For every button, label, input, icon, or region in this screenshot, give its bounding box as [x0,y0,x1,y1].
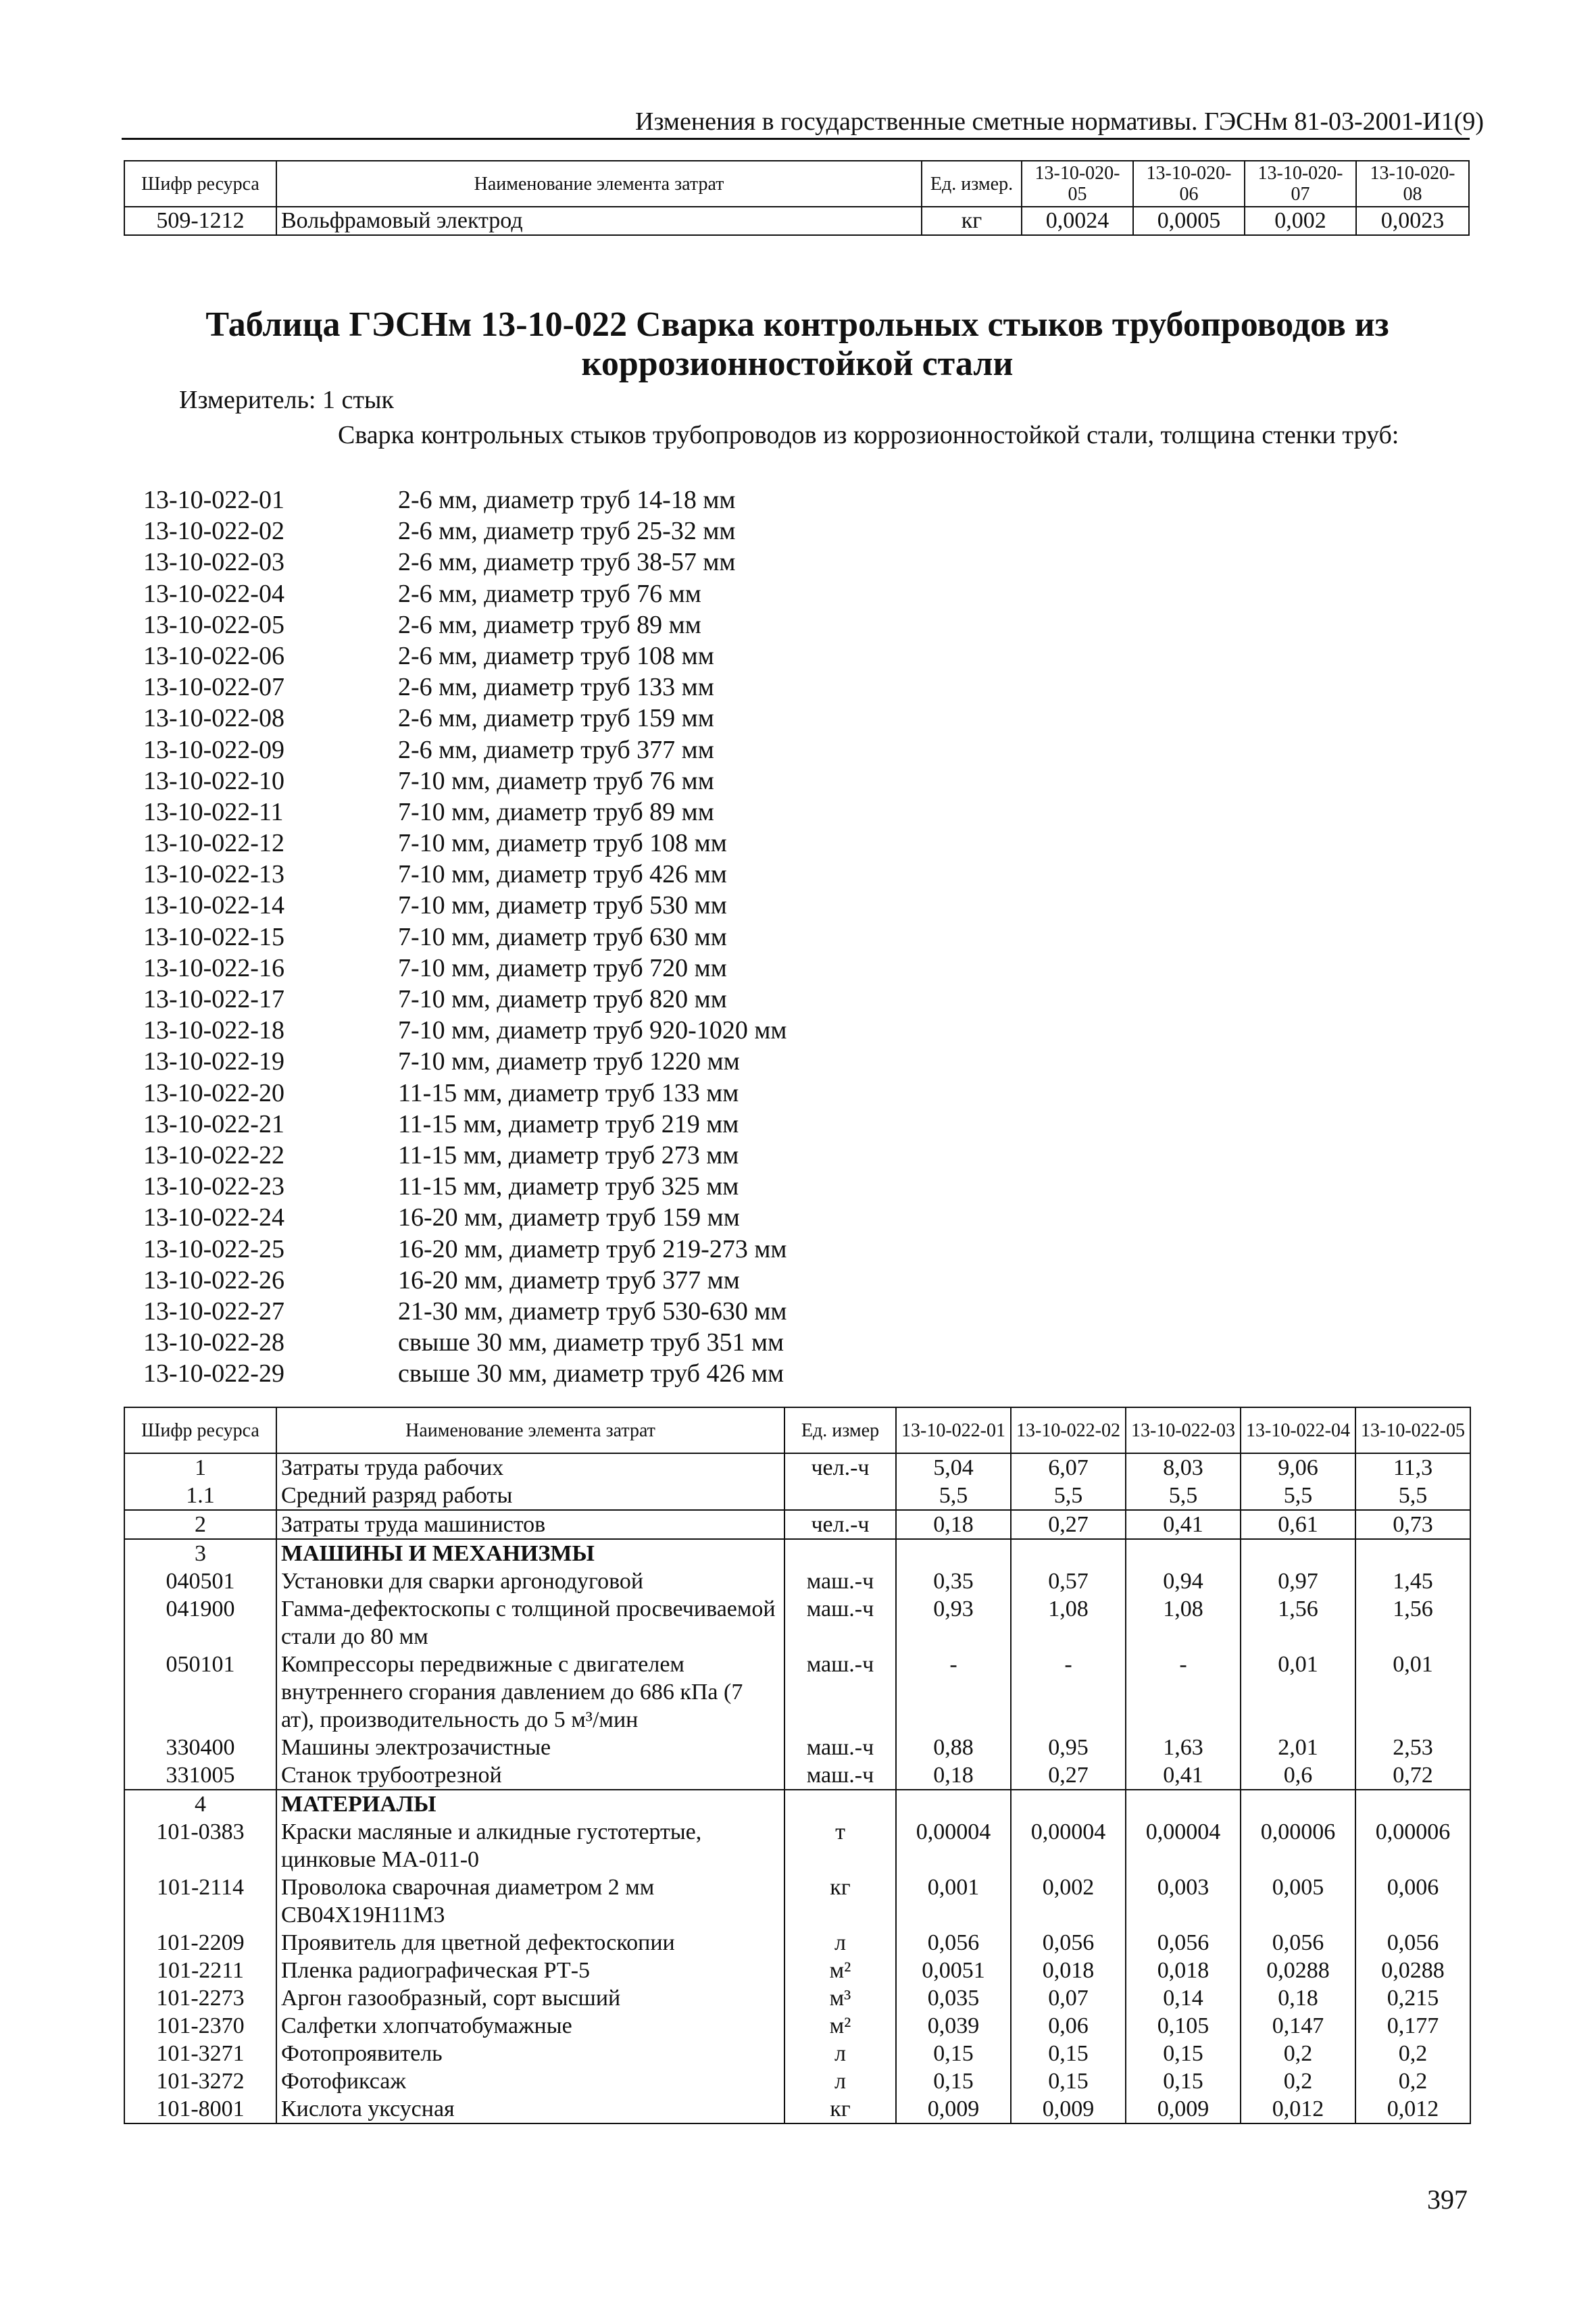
cell-value: - [1126,1651,1241,1734]
top-header-col-05: 13-10-020-05 [1022,161,1133,207]
cell-value: 1,45 [1355,1567,1470,1595]
cell-value [1241,1539,1355,1567]
cell-value: 0,15 [1126,2067,1241,2095]
cell-value: 0,15 [1011,2040,1126,2067]
cell-value: 0,005 [1241,1873,1355,1929]
table-row [124,1453,1470,1482]
main-table-header-row [124,1407,1470,1453]
cell-value [1355,1790,1470,1818]
main-header-name: Наименование элемента затрат [276,1407,784,1453]
cell-value: 0,27 [1011,1761,1126,1790]
variant-code: 13-10-022-19 [143,1047,284,1076]
cell-value: 0,035 [896,1984,1011,2012]
cell-name: Машины электрозачистные [276,1734,784,1761]
variant-code: 13-10-022-10 [143,766,284,795]
cell-name: Краски масляные и алкидные густотертые, цинковые МА-011-0 [276,1818,784,1873]
table-row [124,1761,1470,1790]
table-row [124,1510,1470,1539]
variant-code: 13-10-022-07 [143,673,284,702]
cell-unit: чел.-ч [784,1453,896,1482]
variant-description: 2-6 мм, диаметр труб 159 мм [398,704,714,733]
cell-name: Установки для сварки аргонодуговой [276,1567,784,1595]
cell-value: 0,006 [1355,1873,1470,1929]
table-row [124,1984,1470,2012]
cell-code: 101-3271 [124,2040,276,2067]
cell-unit: м² [784,2012,896,2040]
variant-description: 7-10 мм, диаметр труб 920-1020 мм [398,1016,787,1045]
cell-unit: чел.-ч [784,1510,896,1539]
cell-value: 0,002 [1245,207,1356,235]
variant-code: 13-10-022-06 [143,641,284,670]
table-row [124,1790,1470,1818]
cell-value: 0,00006 [1241,1818,1355,1873]
top-resource-table [124,160,1470,236]
main-header-code: Шифр ресурса [124,1407,276,1453]
cell-value: 0,57 [1011,1567,1126,1595]
cell-value: 1,63 [1126,1734,1241,1761]
cell-value: 0,88 [896,1734,1011,1761]
cell-name: Проволока сварочная диаметром 2 мм СВ04Х19Н11М3 [276,1873,784,1929]
cell-value: 0,002 [1011,1873,1126,1929]
variant-code: 13-10-022-20 [143,1078,284,1107]
table-row [124,1734,1470,1761]
cell-code: 101-2273 [124,1984,276,2012]
cell-unit [784,1790,896,1818]
variant-code: 13-10-022-22 [143,1140,284,1169]
variant-description: 2-6 мм, диаметр труб 89 мм [398,610,701,639]
cell-unit: л [784,2067,896,2095]
cell-name: Средний разряд работы [276,1482,784,1510]
cell-unit: маш.-ч [784,1595,896,1651]
table-row [124,1957,1470,1984]
cell-value: 5,5 [1011,1482,1126,1510]
cell-name: Фотофиксаж [276,2067,784,2095]
cell-value: 0,009 [896,2095,1011,2123]
cell-value: 0,0023 [1356,207,1469,235]
cell-code: 050101 [124,1651,276,1734]
cell-unit: м² [784,1957,896,1984]
table-row [124,2095,1470,2123]
top-header-code: Шифр ресурса [124,161,276,207]
main-header-col-05: 13-10-022-05 [1355,1407,1470,1453]
cell-code: 101-3272 [124,2067,276,2095]
table-row [124,1482,1470,1510]
cell-value [1011,1790,1126,1818]
cell-code: 041900 [124,1595,276,1651]
cell-value: 0,00004 [896,1818,1011,1873]
variant-code: 13-10-022-18 [143,1016,284,1045]
cell-value: 0,009 [1126,2095,1241,2123]
cell-value: 0,18 [896,1761,1011,1790]
table-row [124,1567,1470,1595]
variant-description: 7-10 мм, диаметр труб 530 мм [398,891,727,920]
variant-code: 13-10-022-16 [143,953,284,982]
cell-value: 0,72 [1355,1761,1470,1790]
variant-description: 2-6 мм, диаметр труб 76 мм [398,579,701,608]
cell-value: 0,61 [1241,1510,1355,1539]
cell-value: 2,01 [1241,1734,1355,1761]
top-header-col-07: 13-10-020-07 [1245,161,1356,207]
cell-code: 2 [124,1510,276,1539]
cell-value: 0,18 [1241,1984,1355,2012]
table-row [124,2040,1470,2067]
main-header-col-03: 13-10-022-03 [1126,1407,1241,1453]
cell-value: 0,01 [1355,1651,1470,1734]
variant-description: 7-10 мм, диаметр труб 1220 мм [398,1047,740,1076]
work-description: Сварка контрольных стыков трубопроводов из коррозионностойкой стали, толщина стенки труб: [338,421,1399,449]
cell-value: 0,94 [1126,1567,1241,1595]
variant-code: 13-10-022-17 [143,985,284,1013]
table-title-line1: Таблица ГЭСНм 13-10-022 Сварка контрольных стыков трубопроводов из [205,305,1389,344]
variant-description: 11-15 мм, диаметр труб 325 мм [398,1172,739,1201]
variant-description: 7-10 мм, диаметр труб 426 мм [398,860,727,889]
variant-code: 13-10-022-24 [143,1203,284,1232]
cell-unit: маш.-ч [784,1761,896,1790]
table-row [124,1818,1470,1873]
cell-unit: маш.-ч [784,1567,896,1595]
cell-value: 8,03 [1126,1453,1241,1482]
cell-code: 3 [124,1539,276,1567]
cell-code: 040501 [124,1567,276,1595]
cell-value [896,1790,1011,1818]
cell-code: 101-2114 [124,1873,276,1929]
variant-description: 2-6 мм, диаметр труб 25-32 мм [398,517,736,546]
cell-value: 0,147 [1241,2012,1355,2040]
cell-code: 101-2209 [124,1929,276,1957]
cell-value: 1,08 [1126,1595,1241,1651]
cell-value: 0,00004 [1126,1818,1241,1873]
variant-description: 7-10 мм, диаметр труб 630 мм [398,922,727,951]
variant-code: 13-10-022-14 [143,891,284,920]
cell-name: Затраты труда машинистов [276,1510,784,1539]
variant-description: 21-30 мм, диаметр труб 530-630 мм [398,1297,787,1326]
top-header-col-08: 13-10-020-08 [1356,161,1469,207]
cell-value: 0,00004 [1011,1818,1126,1873]
cell-value: 0,15 [896,2040,1011,2067]
variant-description: 2-6 мм, диаметр труб 38-57 мм [398,548,736,577]
cell-value [1126,1539,1241,1567]
table-title-line2: коррозионностойкой стали [581,345,1014,383]
cell-value: 0,177 [1355,2012,1470,2040]
cell-unit: л [784,1929,896,1957]
cell-value: 0,056 [1126,1929,1241,1957]
cell-code: 509-1212 [124,207,276,235]
cell-value: 6,07 [1011,1453,1126,1482]
cell-name: МАТЕРИАЛЫ [276,1790,784,1818]
cell-value: 0,018 [1126,1957,1241,1984]
table-row [124,1929,1470,1957]
cell-code: 101-2211 [124,1957,276,1984]
cell-value: 5,5 [1241,1482,1355,1510]
cell-value: 0,15 [896,2067,1011,2095]
cell-value: 0,003 [1126,1873,1241,1929]
table-title [122,305,1473,384]
cell-value: - [896,1651,1011,1734]
measure-label: Измеритель: [179,386,316,414]
cell-code: 4 [124,1790,276,1818]
page-number: 397 [1427,2184,1468,2215]
cell-value [896,1539,1011,1567]
cell-value: 0,6 [1241,1761,1355,1790]
table-row [124,1539,1470,1567]
variant-code: 13-10-022-26 [143,1265,284,1294]
cell-value: 0,215 [1355,1984,1470,2012]
cell-unit: маш.-ч [784,1734,896,1761]
cell-value: 0,2 [1241,2067,1355,2095]
cell-name: Аргон газообразный, сорт высший [276,1984,784,2012]
cell-value: 0,056 [1241,1929,1355,1957]
main-header-col-02: 13-10-022-02 [1011,1407,1126,1453]
cell-value: 0,27 [1011,1510,1126,1539]
variant-description: 16-20 мм, диаметр труб 159 мм [398,1203,740,1232]
measure-row [179,385,394,415]
variant-description: свыше 30 мм, диаметр труб 351 мм [398,1328,784,1357]
cell-value: 0,001 [896,1873,1011,1929]
top-header-unit: Ед. измер. [922,161,1022,207]
table-row [124,2067,1470,2095]
cell-value: 5,04 [896,1453,1011,1482]
cell-value [1126,1790,1241,1818]
cell-unit: т [784,1818,896,1873]
cell-value: 0,01 [1241,1651,1355,1734]
cell-value: 5,5 [1355,1482,1470,1510]
variant-description: 16-20 мм, диаметр труб 219-273 мм [398,1234,787,1263]
variant-description: 11-15 мм, диаметр труб 273 мм [398,1140,739,1169]
variant-code: 13-10-022-27 [143,1297,284,1326]
cell-value: 5,5 [896,1482,1011,1510]
cell-unit: кг [922,207,1022,235]
cell-code: 101-0383 [124,1818,276,1873]
header-rule [122,138,1470,140]
cell-value: 1,56 [1355,1595,1470,1651]
variant-description: 7-10 мм, диаметр труб 720 мм [398,953,727,982]
cell-unit [784,1539,896,1567]
variant-code: 13-10-022-03 [143,548,284,577]
cell-value: 0,35 [896,1567,1011,1595]
cell-value: 2,53 [1355,1734,1470,1761]
table-row [124,2012,1470,2040]
cell-unit: кг [784,1873,896,1929]
cell-value: 0,039 [896,2012,1011,2040]
variant-code: 13-10-022-01 [143,486,284,514]
cell-value: 0,41 [1126,1510,1241,1539]
cell-name: Проявитель для цветной дефектоскопии [276,1929,784,1957]
cell-value: 0,2 [1355,2040,1470,2067]
variant-code: 13-10-022-08 [143,704,284,733]
variant-code: 13-10-022-09 [143,735,284,764]
variant-description: свыше 30 мм, диаметр труб 426 мм [398,1359,784,1388]
table-row [124,207,1469,235]
cell-value [1355,1539,1470,1567]
cell-name: Вольфрамовый электрод [276,207,922,235]
cell-value: - [1011,1651,1126,1734]
main-header-col-04: 13-10-022-04 [1241,1407,1355,1453]
variant-description: 11-15 мм, диаметр труб 219 мм [398,1109,739,1138]
cell-value: 0,0005 [1133,207,1245,235]
cell-code: 330400 [124,1734,276,1761]
cell-code: 101-2370 [124,2012,276,2040]
main-header-col-01: 13-10-022-01 [896,1407,1011,1453]
measure-value: 1 стык [322,386,394,414]
variant-code: 13-10-022-04 [143,579,284,608]
cell-value: 0,0051 [896,1957,1011,1984]
cell-code: 101-8001 [124,2095,276,2123]
variant-code: 13-10-022-23 [143,1172,284,1201]
cell-value: 0,0024 [1022,207,1133,235]
cell-value: 0,14 [1126,1984,1241,2012]
cell-value: 0,15 [1126,2040,1241,2067]
cell-value: 0,056 [896,1929,1011,1957]
cell-unit: маш.-ч [784,1651,896,1734]
variant-description: 11-15 мм, диаметр труб 133 мм [398,1078,739,1107]
cell-value: 0,97 [1241,1567,1355,1595]
cell-value: 0,056 [1355,1929,1470,1957]
cell-value: 1,08 [1011,1595,1126,1651]
cell-value: 0,06 [1011,2012,1126,2040]
cell-value: 0,2 [1241,2040,1355,2067]
variant-code: 13-10-022-13 [143,860,284,889]
table-row [124,1873,1470,1929]
cell-value: 0,0288 [1241,1957,1355,1984]
variant-description: 7-10 мм, диаметр труб 108 мм [398,829,727,858]
variant-description: 7-10 мм, диаметр труб 89 мм [398,797,714,826]
cell-value: 0,95 [1011,1734,1126,1761]
cell-unit [784,1482,896,1510]
variant-code: 13-10-022-28 [143,1328,284,1357]
variant-description: 7-10 мм, диаметр труб 76 мм [398,766,714,795]
cell-code: 1.1 [124,1482,276,1510]
cell-value: 0,18 [896,1510,1011,1539]
cell-unit: л [784,2040,896,2067]
variant-description: 7-10 мм, диаметр труб 820 мм [398,985,727,1013]
variant-code: 13-10-022-12 [143,829,284,858]
cell-name: Пленка радиографическая РТ-5 [276,1957,784,1984]
variant-code: 13-10-022-29 [143,1359,284,1388]
cell-value: 0,012 [1355,2095,1470,2123]
cell-value: 1,56 [1241,1595,1355,1651]
cell-value: 5,5 [1126,1482,1241,1510]
running-header: Изменения в государственные сметные нормативы. ГЭСНм 81-03-2001-И1(9) [635,107,1485,136]
variant-description: 16-20 мм, диаметр труб 377 мм [398,1265,740,1294]
cell-value: 0,41 [1126,1761,1241,1790]
cell-value: 9,06 [1241,1453,1355,1482]
variant-code: 13-10-022-05 [143,610,284,639]
cell-value: 0,2 [1355,2067,1470,2095]
variant-description: 2-6 мм, диаметр труб 108 мм [398,641,714,670]
variant-description: 2-6 мм, диаметр труб 377 мм [398,735,714,764]
cell-name: МАШИНЫ И МЕХАНИЗМЫ [276,1539,784,1567]
top-header-name: Наименование элемента затрат [276,161,922,207]
variant-description: 2-6 мм, диаметр труб 133 мм [398,673,714,702]
cell-value: 0,056 [1011,1929,1126,1957]
table-row [124,1651,1470,1734]
cell-name: Компрессоры передвижные с двигателем внутреннего сгорания давлением до 686 кПа (7 ат), производительность до 5 м³/мин [276,1651,784,1734]
cell-unit: м³ [784,1984,896,2012]
variant-code: 13-10-022-02 [143,517,284,546]
cell-code: 1 [124,1453,276,1482]
variant-code: 13-10-022-15 [143,922,284,951]
cell-name: Гамма-дефектоскопы с толщиной просвечиваемой стали до 80 мм [276,1595,784,1651]
cell-value: 0,73 [1355,1510,1470,1539]
cell-value: 0,105 [1126,2012,1241,2040]
cell-value: 0,07 [1011,1984,1126,2012]
cell-value: 0,00006 [1355,1818,1470,1873]
cell-name: Кислота уксусная [276,2095,784,2123]
cell-value: 0,93 [896,1595,1011,1651]
top-table-header-row [124,161,1469,207]
cell-value: 0,15 [1011,2067,1126,2095]
top-header-col-06: 13-10-020-06 [1133,161,1245,207]
cell-value: 0,009 [1011,2095,1126,2123]
main-header-unit: Ед. измер [784,1407,896,1453]
main-cost-table [124,1407,1471,2124]
cell-value [1241,1790,1355,1818]
variant-code: 13-10-022-25 [143,1234,284,1263]
variant-code: 13-10-022-11 [143,797,284,826]
cell-value: 11,3 [1355,1453,1470,1482]
cell-name: Салфетки хлопчатобумажные [276,2012,784,2040]
cell-unit: кг [784,2095,896,2123]
cell-value: 0,012 [1241,2095,1355,2123]
cell-name: Фотопроявитель [276,2040,784,2067]
cell-code: 331005 [124,1761,276,1790]
variant-code: 13-10-022-21 [143,1109,284,1138]
variant-description: 2-6 мм, диаметр труб 14-18 мм [398,486,736,514]
cell-value: 0,0288 [1355,1957,1470,1984]
cell-value [1011,1539,1126,1567]
cell-name: Станок трубоотрезной [276,1761,784,1790]
cell-value: 0,018 [1011,1957,1126,1984]
table-row [124,1595,1470,1651]
cell-name: Затраты труда рабочих [276,1453,784,1482]
